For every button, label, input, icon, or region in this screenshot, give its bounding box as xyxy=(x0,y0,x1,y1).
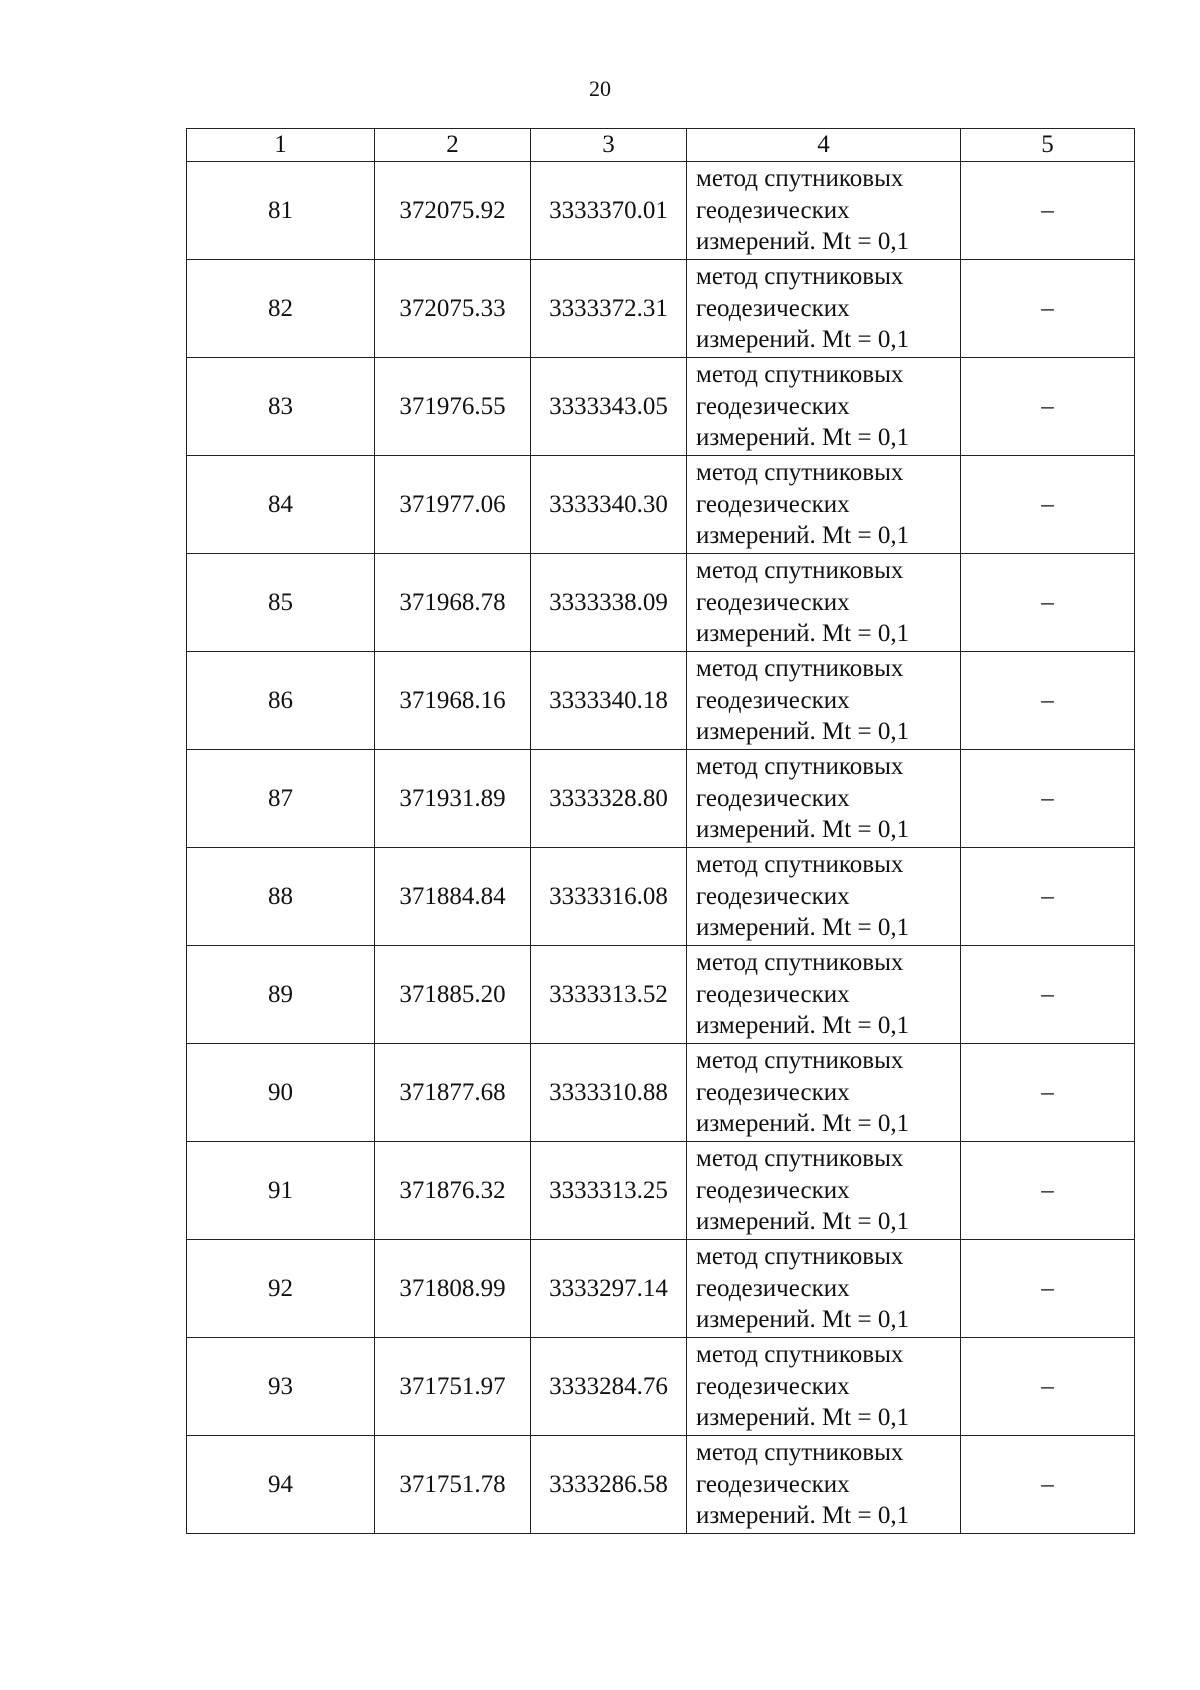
method-description-line: измерений. Mt = 0,1 xyxy=(696,914,910,942)
x-coordinate-cell: 371884.84 xyxy=(375,848,531,946)
point-number-cell: 92 xyxy=(187,1240,375,1338)
note-cell: – xyxy=(961,1436,1135,1534)
table-body xyxy=(187,162,1135,1534)
method-description-line: измерений. Mt = 0,1 xyxy=(696,816,910,844)
x-coordinate-cell: 371976.55 xyxy=(375,358,531,456)
note-cell: – xyxy=(961,652,1135,750)
method-description-line: геодезических xyxy=(696,1078,850,1106)
method-description-line: геодезических xyxy=(696,784,850,812)
x-coordinate-cell: 371977.06 xyxy=(375,456,531,554)
y-coordinate-cell: 3333313.25 xyxy=(531,1142,687,1240)
method-description-line: метод спутниковых xyxy=(696,851,904,879)
note-cell: – xyxy=(961,162,1135,260)
method-description-cell xyxy=(687,1240,961,1338)
method-description-line: метод спутниковых xyxy=(696,1439,904,1467)
coordinates-table xyxy=(186,128,1135,1534)
x-coordinate-cell: 371885.20 xyxy=(375,946,531,1044)
x-coordinate-cell: 371876.32 xyxy=(375,1142,531,1240)
point-number-cell: 85 xyxy=(187,554,375,652)
method-description-line: метод спутниковых xyxy=(696,949,904,977)
y-coordinate-cell: 3333313.52 xyxy=(531,946,687,1044)
method-description-line: измерений. Mt = 0,1 xyxy=(696,1306,910,1334)
method-description-line: геодезических xyxy=(696,1274,850,1302)
method-description-line: геодезических xyxy=(696,490,850,518)
y-coordinate-cell: 3333297.14 xyxy=(531,1240,687,1338)
note-cell: – xyxy=(961,1240,1135,1338)
x-coordinate-cell: 371968.78 xyxy=(375,554,531,652)
method-description-cell xyxy=(687,750,961,848)
method-description-line: метод спутниковых xyxy=(696,459,904,487)
table-row xyxy=(187,456,1135,554)
method-description-line: геодезических xyxy=(696,196,850,224)
method-description-line: измерений. Mt = 0,1 xyxy=(696,228,910,256)
table-header-row xyxy=(187,129,1135,162)
method-description-cell xyxy=(687,848,961,946)
method-description-cell xyxy=(687,946,961,1044)
method-description-line: измерений. Mt = 0,1 xyxy=(696,326,910,354)
point-number-cell: 88 xyxy=(187,848,375,946)
method-description-line: измерений. Mt = 0,1 xyxy=(696,1404,910,1432)
x-coordinate-cell: 371968.16 xyxy=(375,652,531,750)
column-header-3: 3 xyxy=(531,129,687,162)
method-description-cell xyxy=(687,1142,961,1240)
method-description-line: измерений. Mt = 0,1 xyxy=(696,620,910,648)
method-description-line: геодезических xyxy=(696,882,850,910)
point-number-cell: 89 xyxy=(187,946,375,1044)
point-number-cell: 87 xyxy=(187,750,375,848)
x-coordinate-cell: 371931.89 xyxy=(375,750,531,848)
x-coordinate-cell: 371808.99 xyxy=(375,1240,531,1338)
method-description-line: метод спутниковых xyxy=(696,557,904,585)
y-coordinate-cell: 3333340.30 xyxy=(531,456,687,554)
page-number: 20 xyxy=(589,76,611,101)
method-description-line: метод спутниковых xyxy=(696,1243,904,1271)
method-description-cell xyxy=(687,358,961,456)
x-coordinate-cell: 372075.92 xyxy=(375,162,531,260)
y-coordinate-cell: 3333343.05 xyxy=(531,358,687,456)
method-description-line: метод спутниковых xyxy=(696,263,904,291)
method-description-line: метод спутниковых xyxy=(696,1145,904,1173)
column-header-5: 5 xyxy=(961,129,1135,162)
table-row xyxy=(187,1436,1135,1534)
note-cell: – xyxy=(961,456,1135,554)
table-row xyxy=(187,1240,1135,1338)
method-description-line: измерений. Mt = 0,1 xyxy=(696,718,910,746)
note-cell: – xyxy=(961,946,1135,1044)
column-header-2: 2 xyxy=(375,129,531,162)
method-description-cell xyxy=(687,456,961,554)
point-number-cell: 83 xyxy=(187,358,375,456)
method-description-line: геодезических xyxy=(696,980,850,1008)
method-description-line: измерений. Mt = 0,1 xyxy=(696,1012,910,1040)
method-description-cell xyxy=(687,1338,961,1436)
method-description-line: метод спутниковых xyxy=(696,361,904,389)
note-cell: – xyxy=(961,750,1135,848)
column-header-4: 4 xyxy=(687,129,961,162)
note-cell: – xyxy=(961,1142,1135,1240)
method-description-line: измерений. Mt = 0,1 xyxy=(696,1502,910,1530)
method-description-line: измерений. Mt = 0,1 xyxy=(696,424,910,452)
method-description-cell xyxy=(687,260,961,358)
method-description-line: метод спутниковых xyxy=(696,655,904,683)
table-row xyxy=(187,652,1135,750)
point-number-cell: 94 xyxy=(187,1436,375,1534)
table-row xyxy=(187,162,1135,260)
y-coordinate-cell: 3333372.31 xyxy=(531,260,687,358)
table-row xyxy=(187,1338,1135,1436)
table-row xyxy=(187,848,1135,946)
method-description-cell xyxy=(687,652,961,750)
table-row xyxy=(187,358,1135,456)
table-row xyxy=(187,554,1135,652)
method-description-line: геодезических xyxy=(696,1470,850,1498)
note-cell: – xyxy=(961,848,1135,946)
note-cell: – xyxy=(961,1338,1135,1436)
y-coordinate-cell: 3333338.09 xyxy=(531,554,687,652)
note-cell: – xyxy=(961,260,1135,358)
point-number-cell: 86 xyxy=(187,652,375,750)
method-description-line: измерений. Mt = 0,1 xyxy=(696,1208,910,1236)
point-number-cell: 84 xyxy=(187,456,375,554)
method-description-cell xyxy=(687,1436,961,1534)
table-row xyxy=(187,946,1135,1044)
point-number-cell: 81 xyxy=(187,162,375,260)
y-coordinate-cell: 3333310.88 xyxy=(531,1044,687,1142)
x-coordinate-cell: 372075.33 xyxy=(375,260,531,358)
x-coordinate-cell: 371751.97 xyxy=(375,1338,531,1436)
y-coordinate-cell: 3333284.76 xyxy=(531,1338,687,1436)
y-coordinate-cell: 3333328.80 xyxy=(531,750,687,848)
table-row xyxy=(187,750,1135,848)
method-description-line: измерений. Mt = 0,1 xyxy=(696,1110,910,1138)
point-number-cell: 93 xyxy=(187,1338,375,1436)
method-description-line: геодезических xyxy=(696,294,850,322)
method-description-line: геодезических xyxy=(696,1176,850,1204)
method-description-cell xyxy=(687,1044,961,1142)
method-description-cell xyxy=(687,554,961,652)
note-cell: – xyxy=(961,358,1135,456)
point-number-cell: 91 xyxy=(187,1142,375,1240)
method-description-line: метод спутниковых xyxy=(696,165,904,193)
method-description-line: измерений. Mt = 0,1 xyxy=(696,522,910,550)
note-cell: – xyxy=(961,554,1135,652)
method-description-line: метод спутниковых xyxy=(696,1047,904,1075)
method-description-cell xyxy=(687,162,961,260)
method-description-line: метод спутниковых xyxy=(696,753,904,781)
y-coordinate-cell: 3333370.01 xyxy=(531,162,687,260)
table-row xyxy=(187,260,1135,358)
table-row xyxy=(187,1142,1135,1240)
method-description-line: геодезических xyxy=(696,588,850,616)
point-number-cell: 90 xyxy=(187,1044,375,1142)
column-header-1: 1 xyxy=(187,129,375,162)
point-number-cell: 82 xyxy=(187,260,375,358)
y-coordinate-cell: 3333316.08 xyxy=(531,848,687,946)
method-description-line: метод спутниковых xyxy=(696,1341,904,1369)
method-description-line: геодезических xyxy=(696,1372,850,1400)
method-description-line: геодезических xyxy=(696,392,850,420)
y-coordinate-cell: 3333340.18 xyxy=(531,652,687,750)
table-row xyxy=(187,1044,1135,1142)
y-coordinate-cell: 3333286.58 xyxy=(531,1436,687,1534)
x-coordinate-cell: 371751.78 xyxy=(375,1436,531,1534)
x-coordinate-cell: 371877.68 xyxy=(375,1044,531,1142)
note-cell: – xyxy=(961,1044,1135,1142)
method-description-line: геодезических xyxy=(696,686,850,714)
